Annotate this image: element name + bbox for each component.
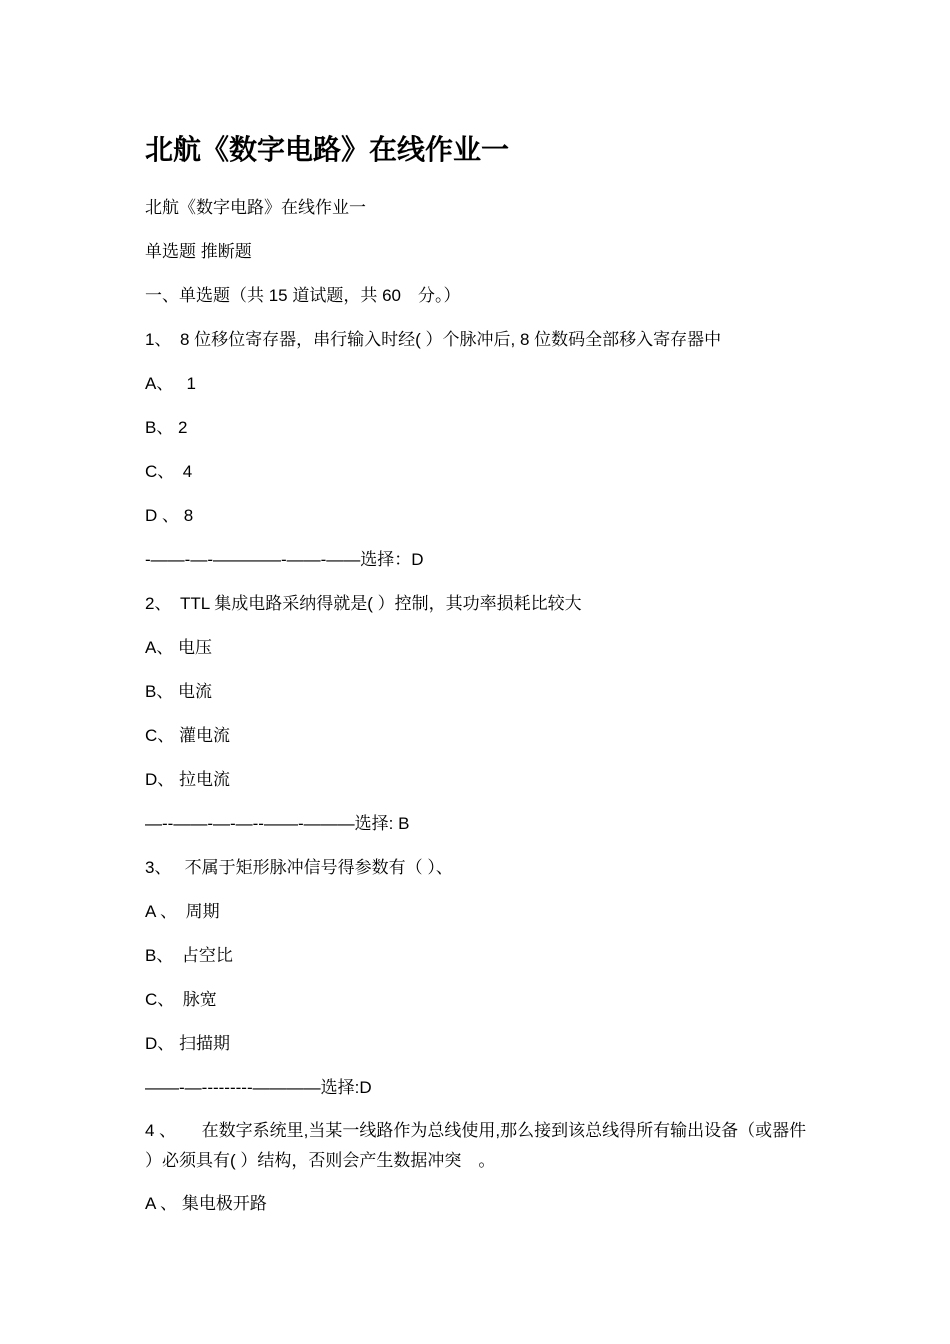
question-1-option-a: A、 1: [145, 374, 197, 393]
question-3-answer: ——-—---------————选择:D: [145, 1078, 372, 1097]
document-title: 北航《数字电路》在线作业一: [145, 134, 510, 165]
question-4-stem: 4 、 在数字系统里,当某一线路作为总线使用,那么接到该总线得所有输出设备（或器件 ）必须具有( ）结构，否则会产生数据冲突 。: [145, 1121, 807, 1170]
question-1-option-d: D 、 8: [145, 506, 194, 525]
question-2-stem: 2、 TTL 集成电路采纳得就是( ）控制，其功率损耗比较大: [145, 594, 582, 613]
question-2-option-d: D、 拉电流: [145, 770, 230, 789]
question-types: 单选题 推断题: [145, 242, 252, 261]
question-3-stem: 3、 不属于矩形脉冲信号得参数有（ ）、: [145, 858, 453, 877]
question-1-option-c: C、 4: [145, 462, 193, 481]
question-2-option-a: A、 电压: [145, 638, 213, 657]
document-subtitle: 北航《数字电路》在线作业一: [145, 198, 366, 217]
question-3-option-a: A 、 周期: [145, 902, 220, 921]
question-2-answer: —--——-—-—--——-———选择: B: [145, 814, 410, 833]
question-3-option-b: B、 占空比: [145, 946, 233, 965]
question-3-option-d: D、 扫描期: [145, 1034, 230, 1053]
section-heading: 一、单选题（共 15 道试题，共 60 分。）: [145, 286, 461, 305]
question-1-answer: -——-—-————-——-——选择：D: [145, 550, 424, 569]
question-1-option-b: B、 2: [145, 418, 188, 437]
question-3-option-c: C、 脉宽: [145, 990, 217, 1009]
question-4-option-a: A 、 集电极开路: [145, 1194, 267, 1213]
question-2-option-b: B、 电流: [145, 682, 213, 701]
question-1-stem: 1、 8 位移位寄存器，串行输入时经( ）个脉冲后, 8 位数码全部移入寄存器中: [145, 330, 722, 349]
question-2-option-c: C、 灌电流: [145, 726, 230, 745]
